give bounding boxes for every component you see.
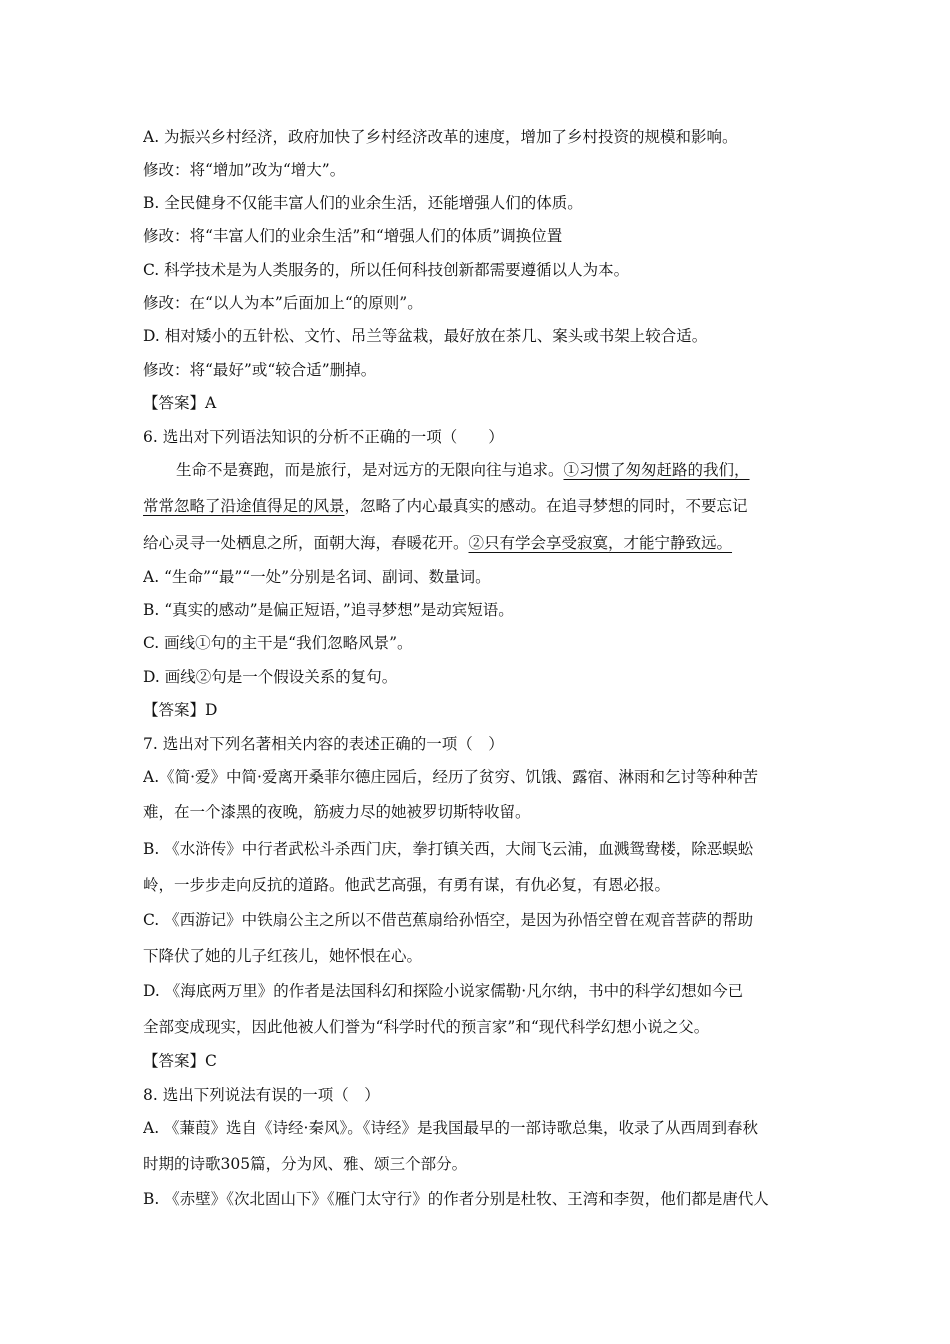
q7-option-d-line-1: D. 《海底两万里》的作者是法国科幻和探险小说家儒勒·凡尔纳，书中的科学幻想如今已 bbox=[143, 982, 744, 1000]
q6-answer: 【答案】D bbox=[143, 701, 218, 719]
q5-option-a-correction: 修改：将“增加”改为“增大”。 bbox=[143, 161, 346, 179]
q6-passage-text: ，忽略了内心最真实的感动。在追寻梦想的同时，不要忘记 bbox=[344, 497, 748, 515]
q7-option-a-line-2: 难，在一个漆黑的夜晚，筋疲力尽的她被罗切斯特收留。 bbox=[143, 803, 531, 821]
q5-option-c-correction: 修改：在“以人为本”后面加上“的原则”。 bbox=[143, 294, 423, 312]
q7-option-c-line-1: C. 《西游记》中铁扇公主之所以不借芭蕉扇给孙悟空，是因为孙悟空曾在观音菩萨的帮助 bbox=[143, 911, 754, 929]
q8-stem: 8. 选出下列说法有误的一项（ ） bbox=[143, 1086, 380, 1104]
q6-passage-line-2 bbox=[143, 495, 813, 517]
q5-option-c: C. 科学技术是为人类服务的，所以任何科技创新都需要遵循以人为本。 bbox=[143, 261, 630, 279]
q7-option-d-line-2: 全部变成现实，因此他被人们誉为“科学时代的预言家”和“现代科学幻想小说之父。 bbox=[143, 1018, 710, 1036]
q5-option-a: A. 为振兴乡村经济，政府加快了乡村经济改革的速度，增加了乡村投资的规模和影响。 bbox=[143, 128, 738, 146]
q6-option-c: C. 画线①句的主干是“我们忽略风景”。 bbox=[143, 634, 413, 652]
q6-passage-text: 给心灵寻一处栖息之所，面朝大海，春暖花开。 bbox=[143, 534, 469, 552]
q7-answer: 【答案】C bbox=[143, 1052, 217, 1070]
q7-option-b-line-1: B. 《水浒传》中行者武松斗杀西门庆，拳打镇关西，大闹飞云浦，血溅鸳鸯楼，除恶蜈蚣 bbox=[143, 840, 754, 858]
q5-option-d-correction: 修改：将“最好”或“较合适”删掉。 bbox=[143, 361, 377, 379]
q6-option-d: D. 画线②句是一个假设关系的复句。 bbox=[143, 668, 398, 686]
q8-option-b-line-1: B. 《赤壁》《次北固山下》《雁门太守行》的作者分别是杜牧、王湾和李贺，他们都是唐代人 bbox=[143, 1190, 769, 1208]
q7-option-b-line-2: 岭，一步步走向反抗的道路。他武艺高强，有勇有谋，有仇必复，有恩必报。 bbox=[143, 876, 671, 894]
q6-underlined-sentence-2: ②只有学会享受寂寞，才能宁静致远。 bbox=[468, 534, 733, 552]
q5-option-b: B. 全民健身不仅能丰富人们的业余生活，还能增强人们的体质。 bbox=[143, 194, 583, 212]
q5-option-d: D. 相对矮小的五针松、文竹、吊兰等盆栽，最好放在茶几、案头或书架上较合适。 bbox=[143, 327, 708, 345]
q5-option-b-correction: 修改：将“丰富人们的业余生活”和“增强人们的体质”调换位置 bbox=[143, 227, 563, 245]
q6-underlined-sentence-1: ①习惯了匆匆赶路的我们， bbox=[563, 461, 750, 479]
q6-passage-line-3 bbox=[143, 532, 813, 554]
q6-passage-line-1 bbox=[176, 459, 813, 481]
q5-answer: 【答案】A bbox=[143, 394, 217, 412]
q6-option-b: B. “真实的感动”是偏正短语，”追寻梦想”是动宾短语。 bbox=[143, 601, 514, 619]
q7-option-a-line-1: A.《简·爱》中简·爱离开桑菲尔德庄园后，经历了贫穷、饥饿、露宿、淋雨和乞讨等种种苦 bbox=[143, 768, 758, 786]
q7-stem: 7. 选出对下列名著相关内容的表述正确的一项（ ） bbox=[143, 735, 504, 753]
q6-option-a: A. “生命”“最”“一处”分别是名词、副词、数量词。 bbox=[143, 568, 491, 586]
q7-option-c-line-2: 下降伏了她的儿子红孩儿，她怀恨在心。 bbox=[143, 947, 423, 965]
q6-stem: 6. 选出对下列语法知识的分析不正确的一项（ ） bbox=[143, 428, 504, 446]
q6-passage-text: 生命不是赛跑，而是旅行，是对远方的无限向往与追求。 bbox=[176, 461, 564, 479]
q8-option-a-line-1: A. 《蒹葭》选自《诗经·秦风》。《诗经》是我国最早的一部诗歌总集，收录了从西周到春秋 bbox=[143, 1119, 758, 1137]
q8-option-a-line-2: 时期的诗歌305篇，分为风、雅、颂三个部分。 bbox=[143, 1155, 468, 1173]
q6-underlined-sentence-1-cont: 常常忽略了沿途值得足的风景 bbox=[143, 497, 345, 515]
